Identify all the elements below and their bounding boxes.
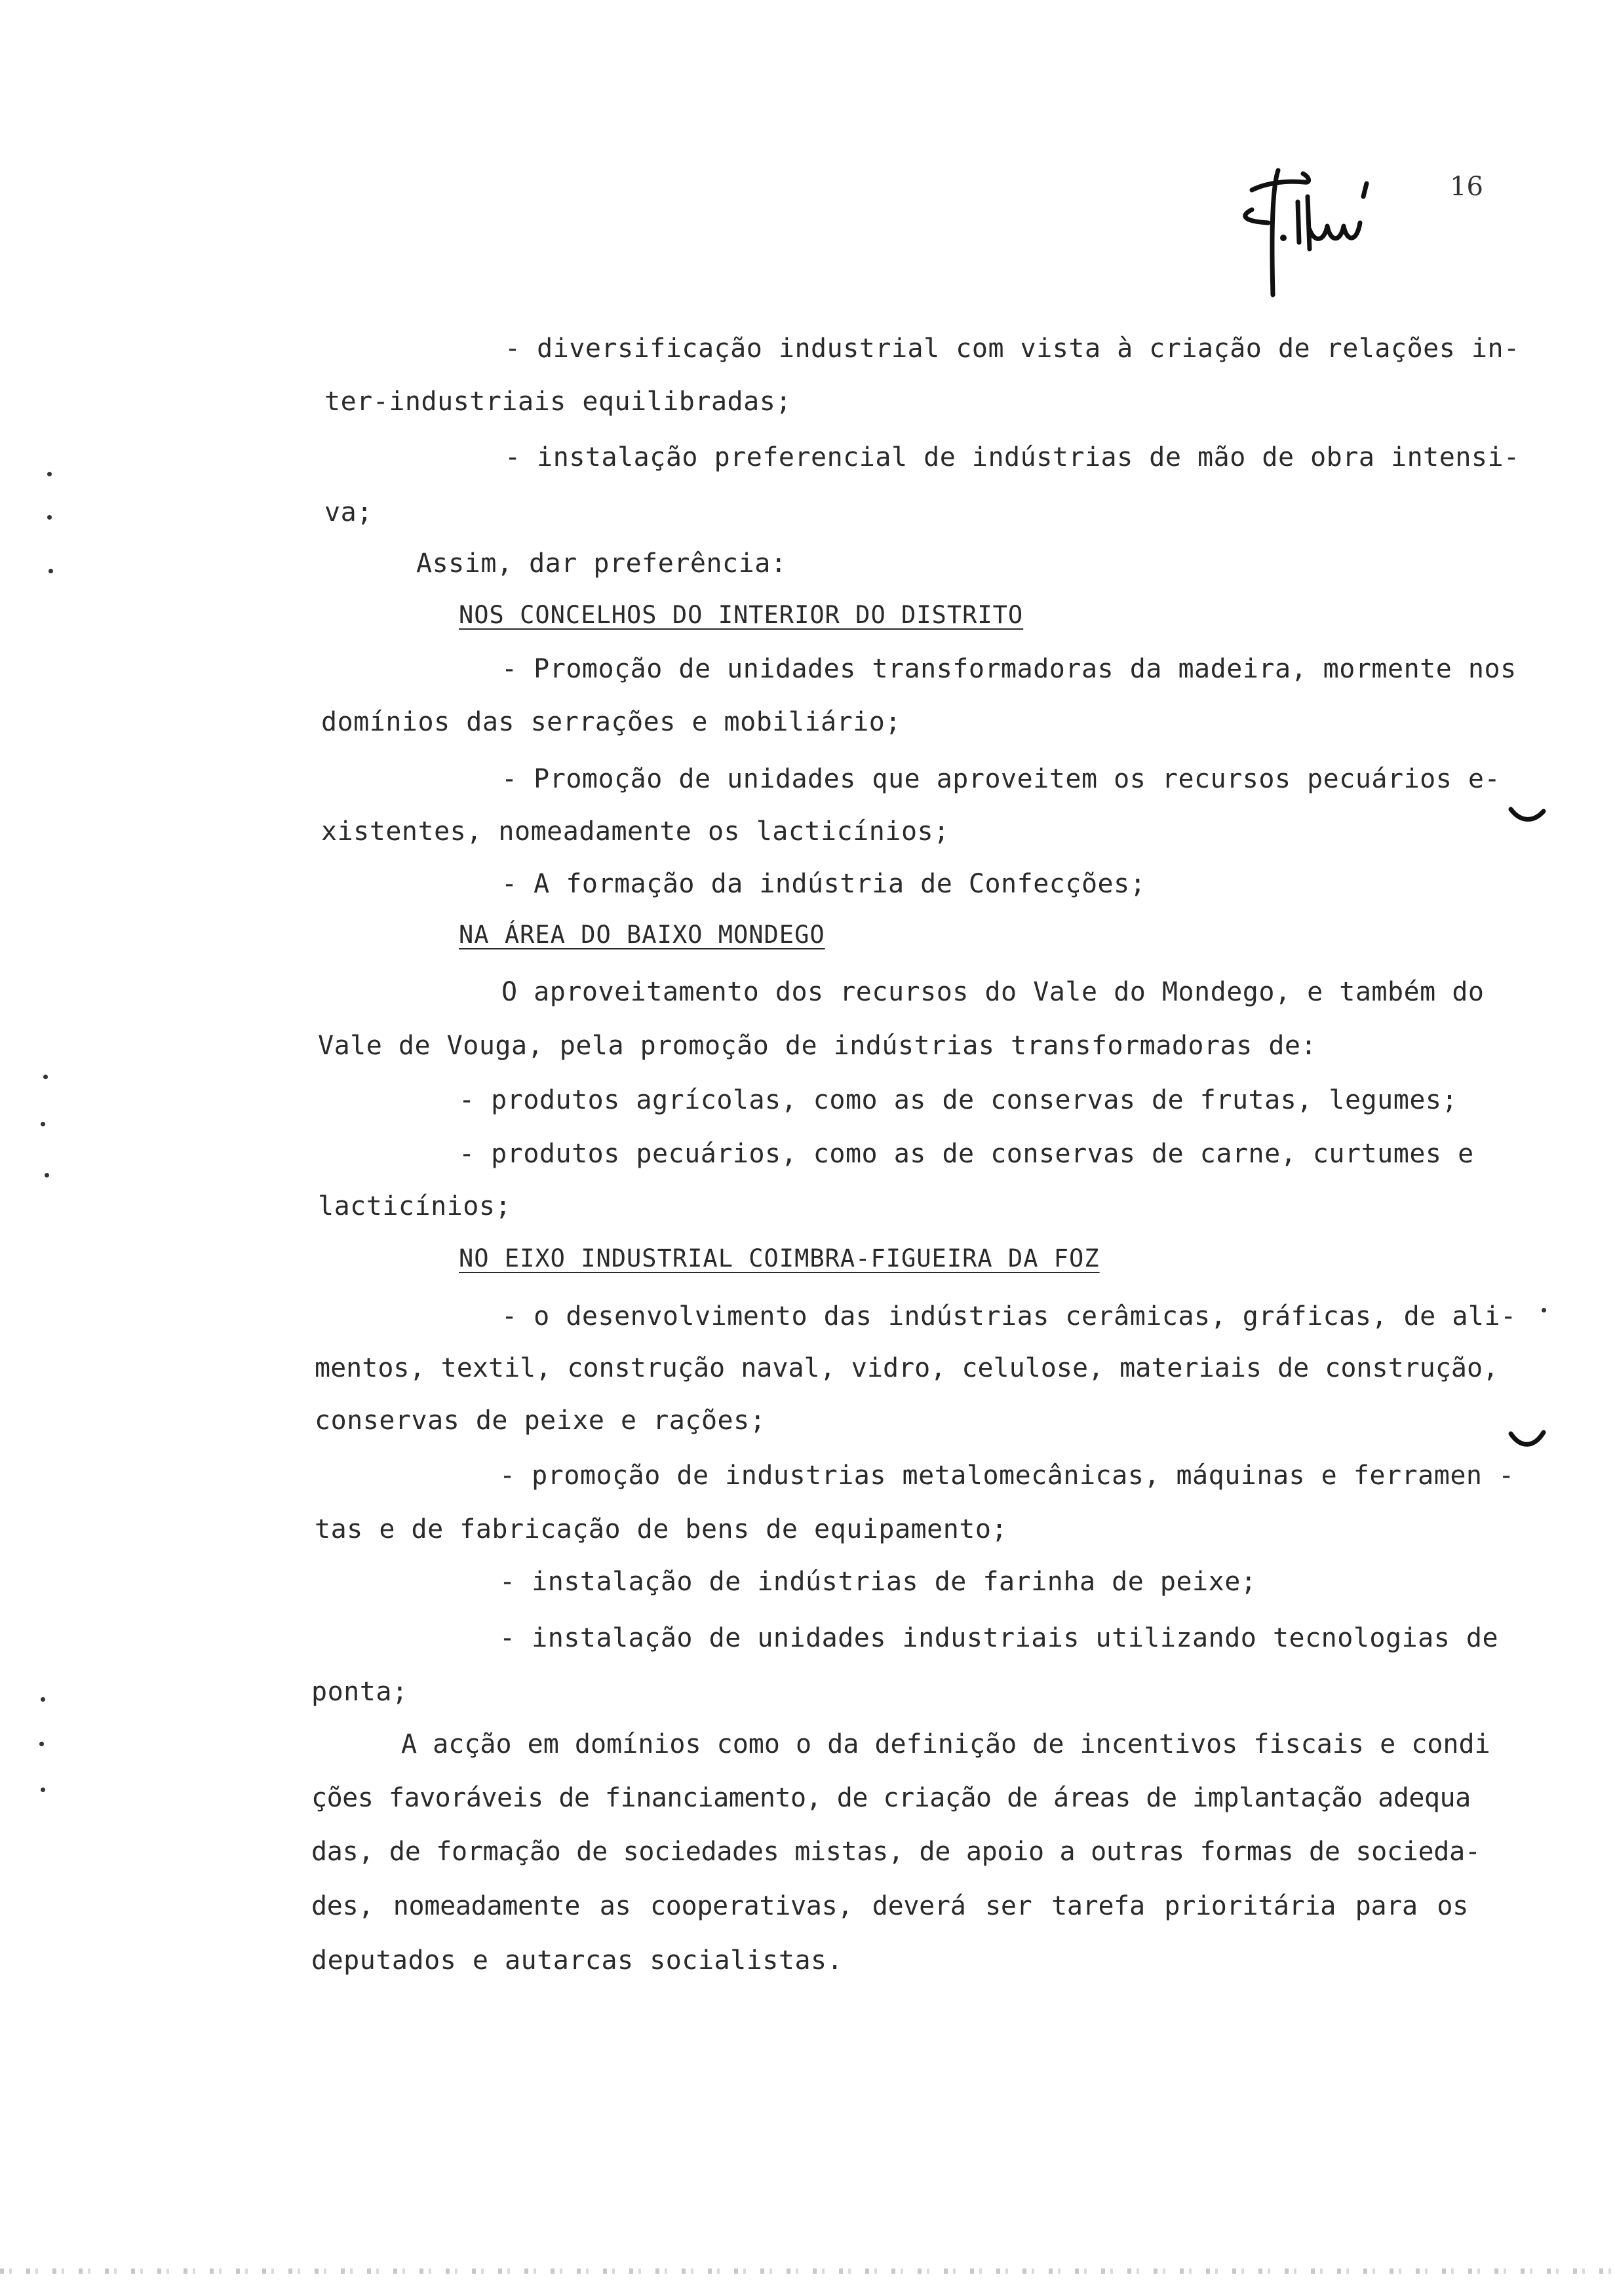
margin-speck <box>45 1173 49 1177</box>
text-line: xistentes, nomeadamente os lacticínios; <box>321 816 950 847</box>
text-line: conservas de peixe e rações; <box>315 1406 766 1436</box>
margin-speck <box>41 1788 45 1792</box>
margin-speck <box>47 472 52 476</box>
text-line: A acção em domínios como o da definição de incentivos fiscais e condi <box>401 1729 1490 1759</box>
section-heading: NO EIXO INDUSTRIAL COIMBRA-FIGUEIRA DA FOZ <box>459 1244 1100 1272</box>
margin-speck <box>49 569 53 573</box>
text-line: mentos, textil, construção naval, vidro, celulose, materiais de construção, <box>315 1353 1499 1383</box>
text-line: das, de formação de sociedades mistas, de apoio a outras formas de socieda- <box>311 1837 1481 1867</box>
handwritten-signature <box>1232 144 1429 308</box>
text-line: O aproveitamento dos recursos do Vale do Mondego, e também do <box>501 977 1485 1007</box>
margin-speck <box>39 1742 44 1746</box>
text-line: - instalação preferencial de indústrias de mão de obra intensi- <box>505 442 1520 472</box>
text-line: des, nomeadamente as cooperativas, deverá ser tarefa prioritária para os <box>311 1891 1468 1921</box>
text-line: Assim, dar preferência: <box>416 548 787 579</box>
margin-speck <box>43 1075 48 1079</box>
section-heading: NA ÁREA DO BAIXO MONDEGO <box>459 921 825 949</box>
margin-check-mark <box>1508 806 1547 826</box>
margin-check-mark <box>1508 1428 1547 1451</box>
text-line: - diversificação industrial com vista à criação de relações in- <box>505 334 1520 364</box>
text-line: va; <box>324 497 373 527</box>
text-line: tas e de fabricação de bens de equipamento; <box>315 1514 1008 1544</box>
text-line: lacticínios; <box>318 1191 511 1221</box>
text-line: ponta; <box>311 1677 408 1707</box>
margin-speck <box>1542 1308 1546 1312</box>
text-line: deputados e autarcas socialistas. <box>311 1945 844 1976</box>
text-line: - instalação de unidades industriais utilizando tecnologias de <box>499 1623 1499 1653</box>
text-line: - Promoção de unidades que aproveitem os recursos pecuários e- <box>501 764 1501 794</box>
text-line: - Promoção de unidades transformadoras da madeira, mormente nos <box>501 654 1517 684</box>
text-line: ter-industriais equilibradas; <box>324 387 792 417</box>
text-line: - instalação de indústrias de farinha de peixe; <box>499 1567 1257 1597</box>
text-line: domínios das serrações e mobiliário; <box>321 707 901 737</box>
scan-edge-noise <box>0 2268 1615 2274</box>
margin-speck <box>41 1122 45 1126</box>
text-line: - produtos agrícolas, como as de conservas de frutas, legumes; <box>459 1085 1458 1115</box>
margin-speck <box>41 1697 45 1702</box>
text-line: - promoção de industrias metalomecânicas, máquinas e ferramen - <box>499 1461 1515 1491</box>
text-line: ções favoráveis de financiamento, de criação de áreas de implantação adequa <box>311 1783 1471 1813</box>
section-heading: NOS CONCELHOS DO INTERIOR DO DISTRITO <box>459 601 1024 629</box>
text-line: - A formação da indústria de Confecções; <box>501 869 1146 899</box>
page-number: 16 <box>1450 172 1483 202</box>
text-line: Vale de Vouga, pela promoção de indústrias transformadoras de: <box>318 1031 1317 1061</box>
margin-speck <box>47 515 52 520</box>
text-line: - o desenvolvimento das indústrias cerâmicas, gráficas, de ali- <box>501 1301 1517 1331</box>
text-line: - produtos pecuários, como as de conservas de carne, curtumes e <box>459 1139 1474 1169</box>
